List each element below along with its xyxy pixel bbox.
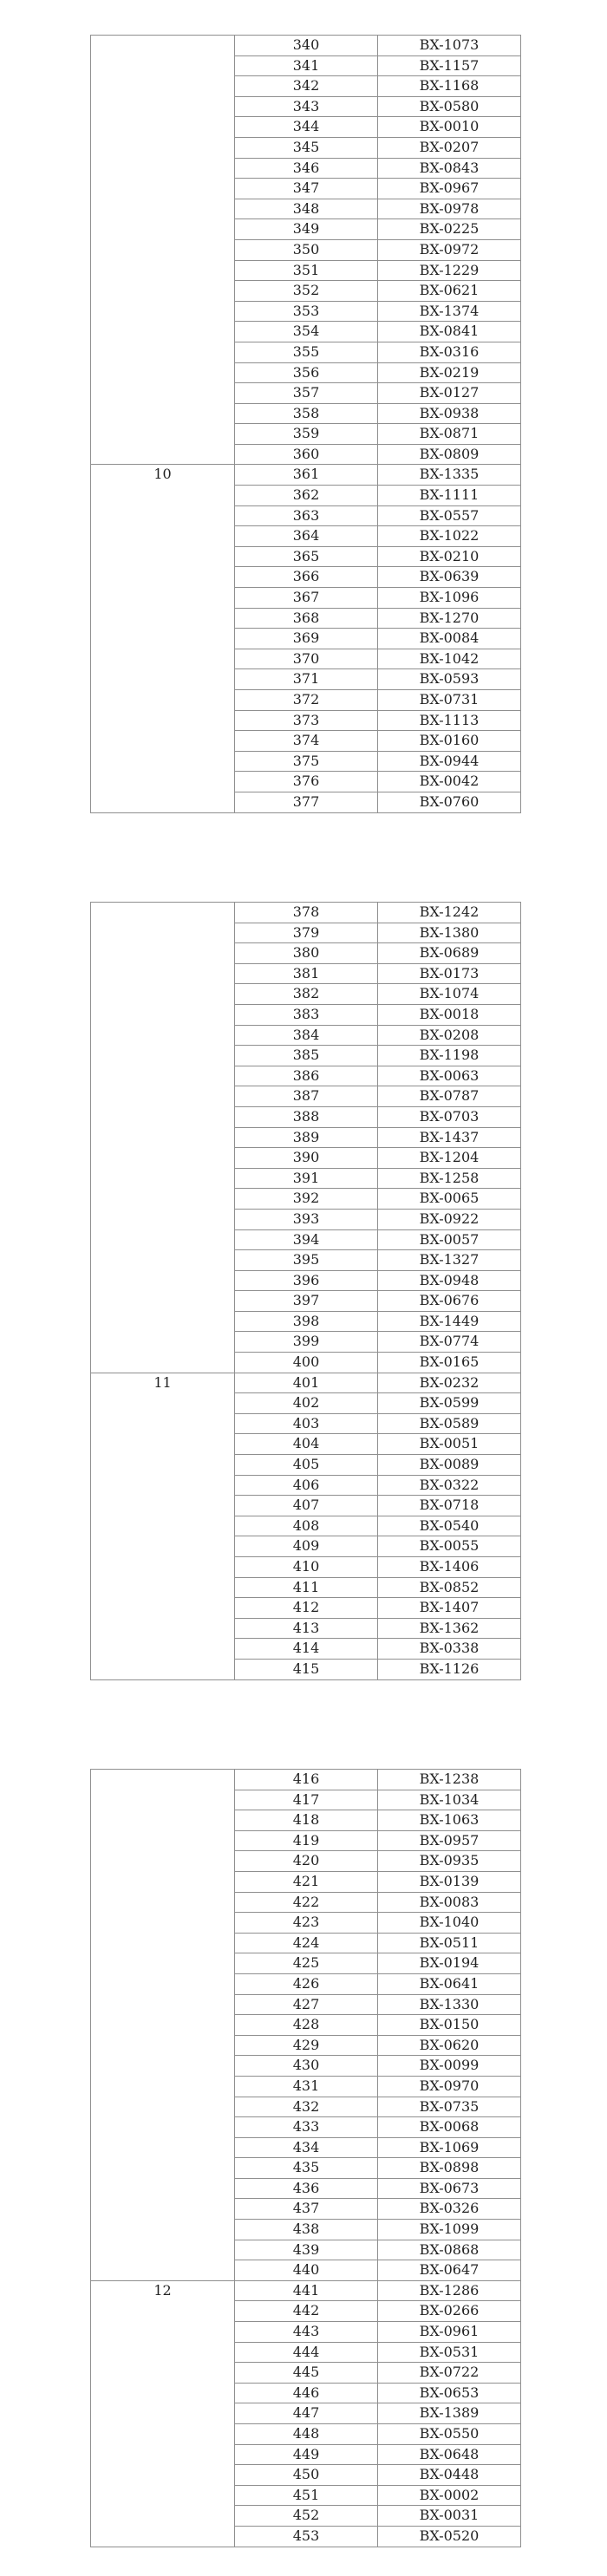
- row-number-cell: 368: [235, 608, 378, 629]
- row-number-cell: 436: [235, 2178, 378, 2199]
- row-number-cell: 370: [235, 649, 378, 669]
- row-number-cell: 356: [235, 362, 378, 383]
- row-number-cell: 361: [235, 465, 378, 486]
- row-number-cell: 372: [235, 690, 378, 711]
- code-cell: BX-0589: [378, 1413, 521, 1434]
- row-number-cell: 364: [235, 526, 378, 547]
- code-cell: BX-0173: [378, 963, 521, 984]
- row-number-cell: 419: [235, 1830, 378, 1851]
- code-cell: BX-0511: [378, 1933, 521, 1953]
- row-number-cell: 383: [235, 1004, 378, 1025]
- row-number-cell: 350: [235, 239, 378, 260]
- code-cell: BX-0326: [378, 2199, 521, 2220]
- code-cell: BX-0065: [378, 1189, 521, 1210]
- code-cell: BX-0970: [378, 2076, 521, 2097]
- code-cell: BX-0957: [378, 1830, 521, 1851]
- row-number-cell: 355: [235, 342, 378, 362]
- code-cell: BX-0961: [378, 2322, 521, 2343]
- row-number-cell: 348: [235, 199, 378, 219]
- code-cell: BX-0002: [378, 2485, 521, 2506]
- code-cell: BX-0127: [378, 383, 521, 404]
- row-number-cell: 343: [235, 96, 378, 117]
- row-number-cell: 408: [235, 1516, 378, 1536]
- code-cell: BX-1126: [378, 1659, 521, 1679]
- row-number-cell: 424: [235, 1933, 378, 1953]
- row-number-cell: 346: [235, 158, 378, 179]
- code-cell: BX-0042: [378, 772, 521, 792]
- group-label-cell: [91, 36, 235, 465]
- code-cell: BX-0210: [378, 546, 521, 567]
- table-row: [91, 465, 521, 486]
- code-cell: BX-0194: [378, 1953, 521, 1974]
- row-number-cell: 367: [235, 588, 378, 609]
- row-number-cell: 447: [235, 2403, 378, 2424]
- code-cell: BX-0150: [378, 2015, 521, 2036]
- code-cell: BX-1335: [378, 465, 521, 486]
- code-cell: BX-0653: [378, 2383, 521, 2403]
- table-block-3: [90, 1769, 520, 2547]
- code-cell: BX-1198: [378, 1046, 521, 1066]
- group-label-cell: [91, 1770, 235, 2281]
- data-table: [90, 902, 521, 1680]
- row-number-cell: 432: [235, 2097, 378, 2117]
- code-cell: BX-0316: [378, 342, 521, 362]
- group-label-cell: 11: [91, 1373, 235, 1679]
- code-cell: BX-1034: [378, 1790, 521, 1810]
- code-cell: BX-1258: [378, 1168, 521, 1189]
- row-number-cell: 385: [235, 1046, 378, 1066]
- row-number-cell: 413: [235, 1618, 378, 1639]
- code-cell: BX-1362: [378, 1618, 521, 1639]
- code-cell: BX-0232: [378, 1373, 521, 1393]
- code-cell: BX-1330: [378, 1994, 521, 2015]
- code-cell: BX-0967: [378, 179, 521, 199]
- code-cell: BX-1074: [378, 984, 521, 1005]
- code-cell: BX-0089: [378, 1455, 521, 1476]
- code-cell: BX-1389: [378, 2403, 521, 2424]
- row-number-cell: 448: [235, 2424, 378, 2445]
- code-cell: BX-1073: [378, 36, 521, 56]
- row-number-cell: 437: [235, 2199, 378, 2220]
- code-cell: BX-0557: [378, 505, 521, 526]
- row-number-cell: 362: [235, 486, 378, 506]
- row-number-cell: 371: [235, 669, 378, 690]
- code-cell: BX-0703: [378, 1106, 521, 1127]
- code-cell: BX-0972: [378, 239, 521, 260]
- code-cell: BX-0948: [378, 1270, 521, 1291]
- row-number-cell: 344: [235, 117, 378, 138]
- row-number-cell: 421: [235, 1871, 378, 1892]
- code-cell: BX-1380: [378, 923, 521, 943]
- row-number-cell: 397: [235, 1291, 378, 1312]
- row-number-cell: 430: [235, 2056, 378, 2077]
- code-cell: BX-0580: [378, 96, 521, 117]
- data-table: [90, 35, 521, 813]
- code-cell: BX-0731: [378, 690, 521, 711]
- code-cell: BX-1168: [378, 76, 521, 97]
- code-cell: BX-1113: [378, 710, 521, 731]
- row-number-cell: 420: [235, 1851, 378, 1872]
- code-cell: BX-1286: [378, 2280, 521, 2301]
- row-number-cell: 392: [235, 1189, 378, 1210]
- row-number-cell: 417: [235, 1790, 378, 1810]
- row-number-cell: 428: [235, 2015, 378, 2036]
- row-number-cell: 373: [235, 710, 378, 731]
- table-block-2: [90, 902, 520, 1680]
- code-cell: BX-0841: [378, 322, 521, 342]
- code-cell: BX-0338: [378, 1639, 521, 1660]
- code-cell: BX-0621: [378, 281, 521, 302]
- row-number-cell: 441: [235, 2280, 378, 2301]
- row-number-cell: 407: [235, 1496, 378, 1516]
- code-cell: BX-0063: [378, 1066, 521, 1086]
- code-cell: BX-0718: [378, 1496, 521, 1516]
- code-cell: BX-0938: [378, 403, 521, 424]
- row-number-cell: 349: [235, 219, 378, 240]
- row-number-cell: 411: [235, 1577, 378, 1598]
- code-cell: BX-0868: [378, 2240, 521, 2260]
- row-number-cell: 442: [235, 2301, 378, 2322]
- table-row: [91, 903, 521, 923]
- code-cell: BX-0787: [378, 1086, 521, 1107]
- row-number-cell: 404: [235, 1434, 378, 1455]
- row-number-cell: 438: [235, 2220, 378, 2240]
- table-row: [91, 1373, 521, 1393]
- row-number-cell: 444: [235, 2342, 378, 2363]
- row-number-cell: 375: [235, 751, 378, 772]
- row-number-cell: 418: [235, 1810, 378, 1831]
- row-number-cell: 363: [235, 505, 378, 526]
- row-number-cell: 380: [235, 943, 378, 964]
- code-cell: BX-1407: [378, 1598, 521, 1619]
- code-cell: BX-1437: [378, 1127, 521, 1148]
- code-cell: BX-1042: [378, 649, 521, 669]
- code-cell: BX-0018: [378, 1004, 521, 1025]
- row-number-cell: 398: [235, 1311, 378, 1332]
- code-cell: BX-1327: [378, 1250, 521, 1271]
- row-number-cell: 453: [235, 2526, 378, 2547]
- row-number-cell: 446: [235, 2383, 378, 2403]
- row-number-cell: 360: [235, 444, 378, 465]
- row-number-cell: 410: [235, 1557, 378, 1578]
- code-cell: BX-0641: [378, 1973, 521, 1994]
- code-cell: BX-1270: [378, 608, 521, 629]
- code-cell: BX-0083: [378, 1892, 521, 1913]
- row-number-cell: 366: [235, 567, 378, 588]
- code-cell: BX-1238: [378, 1770, 521, 1790]
- row-number-cell: 400: [235, 1353, 378, 1373]
- row-number-cell: 357: [235, 383, 378, 404]
- code-cell: BX-0225: [378, 219, 521, 240]
- table-row: [91, 36, 521, 56]
- code-cell: BX-1204: [378, 1148, 521, 1169]
- code-cell: BX-0735: [378, 2097, 521, 2117]
- table-block-1: [90, 35, 520, 813]
- code-cell: BX-0599: [378, 1393, 521, 1414]
- code-cell: BX-1096: [378, 588, 521, 609]
- code-cell: BX-0010: [378, 117, 521, 138]
- row-number-cell: 340: [235, 36, 378, 56]
- data-table: [90, 1769, 521, 2547]
- row-number-cell: 351: [235, 260, 378, 281]
- code-cell: BX-1099: [378, 2220, 521, 2240]
- row-number-cell: 425: [235, 1953, 378, 1974]
- row-number-cell: 394: [235, 1229, 378, 1250]
- code-cell: BX-0722: [378, 2363, 521, 2384]
- group-label-cell: [91, 903, 235, 1373]
- row-number-cell: 401: [235, 1373, 378, 1393]
- code-cell: BX-1406: [378, 1557, 521, 1578]
- code-cell: BX-0540: [378, 1516, 521, 1536]
- row-number-cell: 386: [235, 1066, 378, 1086]
- row-number-cell: 393: [235, 1209, 378, 1229]
- code-cell: BX-0084: [378, 629, 521, 649]
- code-cell: BX-0051: [378, 1434, 521, 1455]
- code-cell: BX-0593: [378, 669, 521, 690]
- row-number-cell: 412: [235, 1598, 378, 1619]
- table-row: [91, 1770, 521, 1790]
- code-cell: BX-0160: [378, 731, 521, 752]
- code-cell: BX-0055: [378, 1536, 521, 1557]
- table-row: [91, 2280, 521, 2301]
- code-cell: BX-0676: [378, 1291, 521, 1312]
- row-number-cell: 377: [235, 792, 378, 812]
- row-number-cell: 443: [235, 2322, 378, 2343]
- row-number-cell: 378: [235, 903, 378, 923]
- code-cell: BX-0266: [378, 2301, 521, 2322]
- code-cell: BX-1063: [378, 1810, 521, 1831]
- code-cell: BX-1069: [378, 2137, 521, 2158]
- row-number-cell: 345: [235, 137, 378, 158]
- code-cell: BX-1449: [378, 1311, 521, 1332]
- code-cell: BX-0935: [378, 1851, 521, 1872]
- row-number-cell: 341: [235, 55, 378, 76]
- row-number-cell: 374: [235, 731, 378, 752]
- row-number-cell: 434: [235, 2137, 378, 2158]
- row-number-cell: 423: [235, 1913, 378, 1934]
- row-number-cell: 369: [235, 629, 378, 649]
- row-number-cell: 395: [235, 1250, 378, 1271]
- code-cell: BX-0871: [378, 424, 521, 445]
- code-cell: BX-0843: [378, 158, 521, 179]
- row-number-cell: 389: [235, 1127, 378, 1148]
- row-number-cell: 450: [235, 2465, 378, 2486]
- code-cell: BX-0689: [378, 943, 521, 964]
- row-number-cell: 353: [235, 301, 378, 322]
- code-cell: BX-0647: [378, 2260, 521, 2281]
- code-cell: BX-0031: [378, 2506, 521, 2527]
- row-number-cell: 429: [235, 2035, 378, 2056]
- row-number-cell: 379: [235, 923, 378, 943]
- row-number-cell: 445: [235, 2363, 378, 2384]
- row-number-cell: 422: [235, 1892, 378, 1913]
- row-number-cell: 365: [235, 546, 378, 567]
- row-number-cell: 359: [235, 424, 378, 445]
- code-cell: BX-0639: [378, 567, 521, 588]
- code-cell: BX-0673: [378, 2178, 521, 2199]
- row-number-cell: 449: [235, 2444, 378, 2465]
- row-number-cell: 390: [235, 1148, 378, 1169]
- row-number-cell: 440: [235, 2260, 378, 2281]
- code-cell: BX-0978: [378, 199, 521, 219]
- row-number-cell: 388: [235, 1106, 378, 1127]
- row-number-cell: 427: [235, 1994, 378, 2015]
- row-number-cell: 399: [235, 1332, 378, 1353]
- row-number-cell: 451: [235, 2485, 378, 2506]
- code-cell: BX-0322: [378, 1475, 521, 1496]
- row-number-cell: 431: [235, 2076, 378, 2097]
- code-cell: BX-1374: [378, 301, 521, 322]
- row-number-cell: 384: [235, 1025, 378, 1046]
- row-number-cell: 426: [235, 1973, 378, 1994]
- row-number-cell: 415: [235, 1659, 378, 1679]
- row-number-cell: 452: [235, 2506, 378, 2527]
- code-cell: BX-1229: [378, 260, 521, 281]
- code-cell: BX-1040: [378, 1913, 521, 1934]
- row-number-cell: 416: [235, 1770, 378, 1790]
- row-number-cell: 376: [235, 772, 378, 792]
- code-cell: BX-0550: [378, 2424, 521, 2445]
- code-cell: BX-0139: [378, 1871, 521, 1892]
- code-cell: BX-0531: [378, 2342, 521, 2363]
- code-cell: BX-0208: [378, 1025, 521, 1046]
- code-cell: BX-0852: [378, 1577, 521, 1598]
- row-number-cell: 358: [235, 403, 378, 424]
- group-label-cell: 12: [91, 2280, 235, 2547]
- code-cell: BX-0922: [378, 1209, 521, 1229]
- row-number-cell: 439: [235, 2240, 378, 2260]
- row-number-cell: 342: [235, 76, 378, 97]
- row-number-cell: 382: [235, 984, 378, 1005]
- row-number-cell: 387: [235, 1086, 378, 1107]
- row-number-cell: 406: [235, 1475, 378, 1496]
- row-number-cell: 435: [235, 2158, 378, 2179]
- code-cell: BX-0165: [378, 1353, 521, 1373]
- code-cell: BX-0648: [378, 2444, 521, 2465]
- row-number-cell: 347: [235, 179, 378, 199]
- code-cell: BX-1111: [378, 486, 521, 506]
- code-cell: BX-1242: [378, 903, 521, 923]
- code-cell: BX-1157: [378, 55, 521, 76]
- code-cell: BX-0944: [378, 751, 521, 772]
- row-number-cell: 414: [235, 1639, 378, 1660]
- group-label-cell: 10: [91, 465, 235, 812]
- code-cell: BX-0068: [378, 2117, 521, 2138]
- code-cell: BX-0520: [378, 2526, 521, 2547]
- code-cell: BX-0448: [378, 2465, 521, 2486]
- row-number-cell: 402: [235, 1393, 378, 1414]
- code-cell: BX-0809: [378, 444, 521, 465]
- row-number-cell: 405: [235, 1455, 378, 1476]
- code-cell: BX-0760: [378, 792, 521, 812]
- row-number-cell: 354: [235, 322, 378, 342]
- code-cell: BX-0057: [378, 1229, 521, 1250]
- row-number-cell: 396: [235, 1270, 378, 1291]
- row-number-cell: 403: [235, 1413, 378, 1434]
- row-number-cell: 381: [235, 963, 378, 984]
- code-cell: BX-0219: [378, 362, 521, 383]
- row-number-cell: 433: [235, 2117, 378, 2138]
- row-number-cell: 352: [235, 281, 378, 302]
- row-number-cell: 409: [235, 1536, 378, 1557]
- row-number-cell: 391: [235, 1168, 378, 1189]
- code-cell: BX-0207: [378, 137, 521, 158]
- code-cell: BX-0099: [378, 2056, 521, 2077]
- code-cell: BX-0898: [378, 2158, 521, 2179]
- code-cell: BX-0774: [378, 1332, 521, 1353]
- code-cell: BX-1022: [378, 526, 521, 547]
- code-cell: BX-0620: [378, 2035, 521, 2056]
